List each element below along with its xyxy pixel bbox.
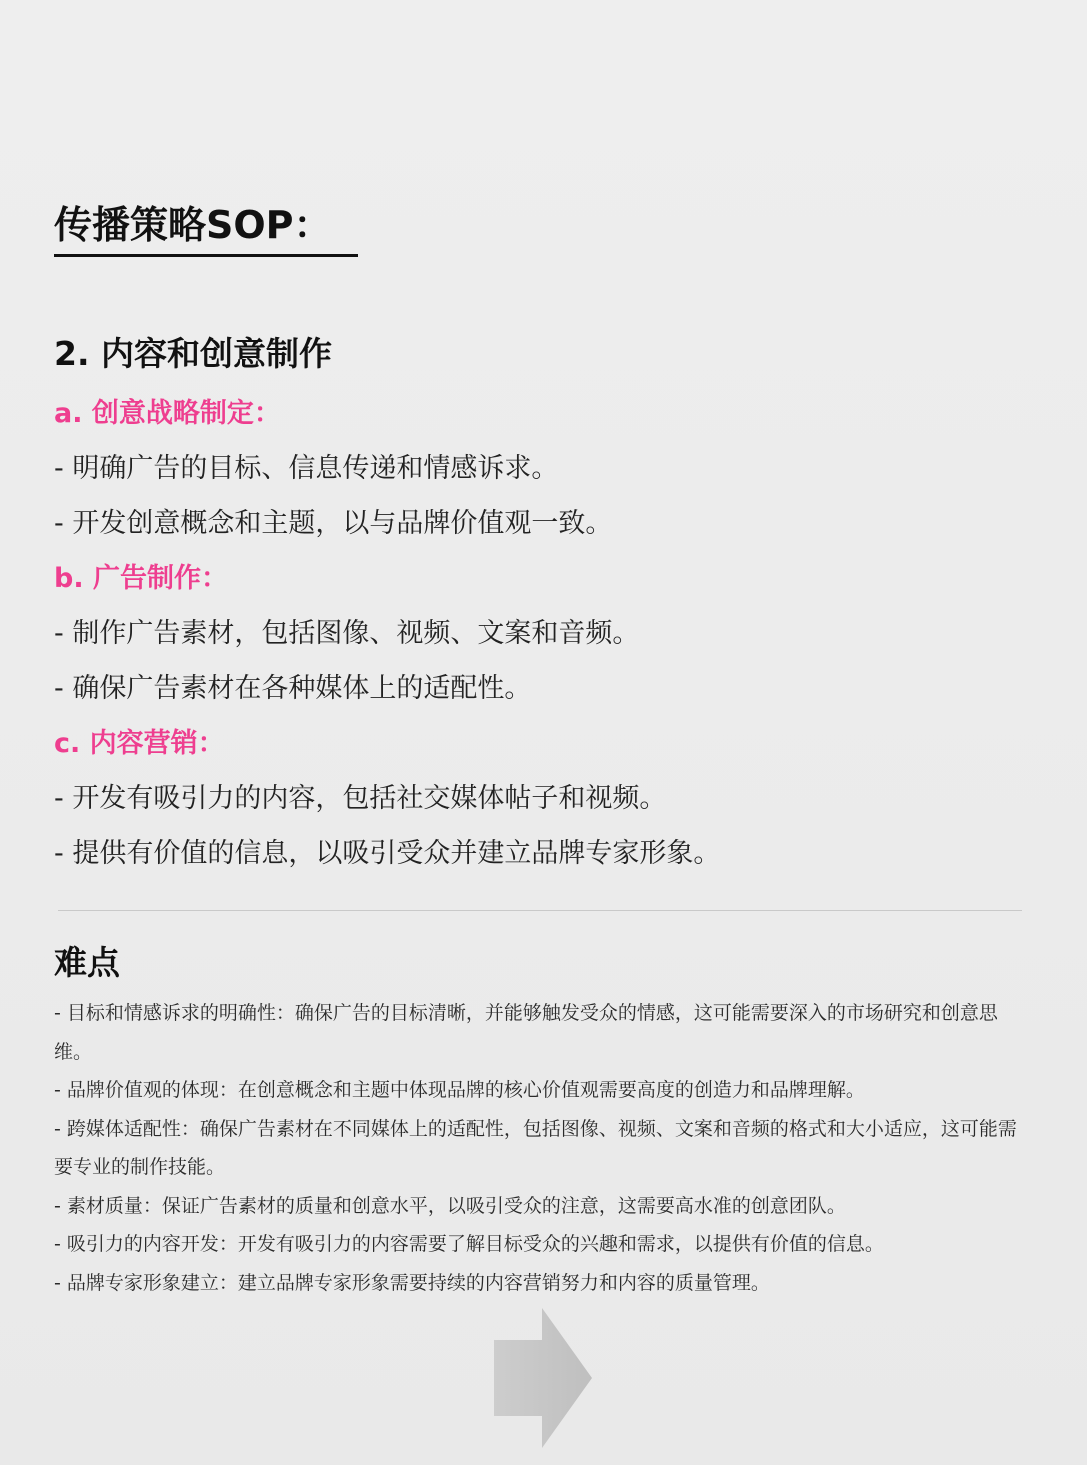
bullet-item: - 开发有吸引力的内容，包括社交媒体帖子和视频。 <box>54 783 667 814</box>
difficulty-item: - 吸引力的内容开发：开发有吸引力的内容需要了解目标受众的兴趣和需求，以提供有价值的信息。 <box>54 1233 884 1255</box>
bullet-item: - 提供有价值的信息，以吸引受众并建立品牌专家形象。 <box>54 838 721 869</box>
difficulty-item: - 目标和情感诉求的明确性：确保广告的目标清晰，并能够触发受众的情感，这可能需要深入的市场研究和创意思维。 <box>54 1002 998 1063</box>
bullet-item: - 明确广告的目标、信息传递和情感诉求。 <box>54 453 559 484</box>
difficulties-title: 难点 <box>54 943 120 982</box>
bullet-item: - 开发创意概念和主题，以与品牌价值观一致。 <box>54 508 613 539</box>
difficulty-item: - 跨媒体适配性：确保广告素材在不同媒体上的适配性，包括图像、视频、文案和音频的格式和大小适应，这可能需要专业的制作技能。 <box>54 1117 1017 1178</box>
difficulty-item: - 品牌价值观的体现：在创意概念和主题中体现品牌的核心价值观需要高度的创造力和品牌理解。 <box>54 1079 865 1101</box>
subsection-heading: b. 广告制作： <box>54 563 228 594</box>
subsection-heading: c. 内容营销： <box>54 728 225 759</box>
bullet-item: - 制作广告素材，包括图像、视频、文案和音频。 <box>54 618 640 649</box>
bullet-item: - 确保广告素材在各种媒体上的适配性。 <box>54 673 532 704</box>
right-arrow-icon <box>494 1308 592 1448</box>
section-title: 2. 内容和创意制作 <box>54 334 332 373</box>
section-divider <box>58 910 1022 911</box>
subsection-list <box>54 386 1034 881</box>
page-title: 传播策略SOP： <box>54 196 358 257</box>
subsection-heading: a. 创意战略制定： <box>54 398 281 429</box>
difficulties-list <box>54 994 1034 1302</box>
difficulty-item: - 素材质量：保证广告素材的质量和创意水平，以吸引受众的注意，这需要高水准的创意团队。 <box>54 1194 846 1217</box>
difficulty-item: - 品牌专家形象建立：建立品牌专家形象需要持续的内容营销努力和内容的质量管理。 <box>54 1271 770 1294</box>
